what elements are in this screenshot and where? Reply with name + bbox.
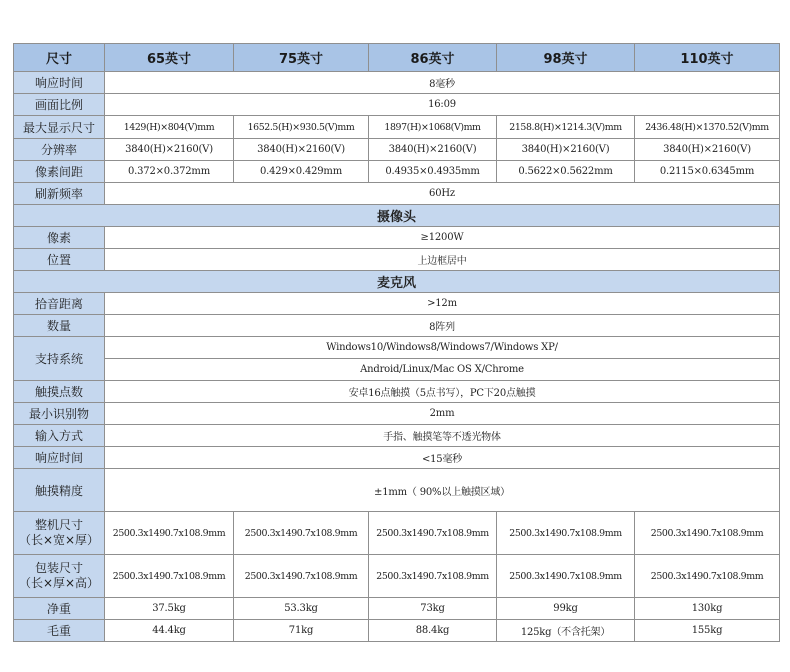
response-time-value: 8毫秒 (105, 72, 780, 94)
table-row (14, 249, 780, 271)
table-row (14, 116, 780, 139)
table-cell: 99kg (497, 598, 635, 620)
header-size-label: 尺寸 (14, 44, 105, 72)
table-cell: 53.3kg (234, 598, 369, 620)
row-label: 刷新频率 (14, 183, 105, 205)
table-cell: 130kg (635, 598, 780, 620)
row-label: 分辨率 (14, 139, 105, 161)
table-cell: 2500.3x1490.7x108.9mm (105, 512, 234, 555)
table-row (14, 337, 780, 359)
table-row (14, 227, 780, 249)
row-label: 净重 (14, 598, 105, 620)
microphone-section-title: 麦克风 (14, 271, 780, 293)
table-row (14, 403, 780, 425)
table-cell: 2158.8(H)×1214.3(V)mm (497, 116, 635, 139)
section-row (14, 271, 780, 293)
input-method-value: 手指、触摸笔等不透光物体 (105, 425, 780, 447)
table-cell: 3840(H)×2160(V) (497, 139, 635, 161)
table-row (14, 469, 780, 512)
header-65: 65英寸 (105, 44, 234, 72)
table-cell: 0.2115×0.6345mm (635, 161, 780, 183)
table-row (14, 381, 780, 403)
row-label: 像素间距 (14, 161, 105, 183)
table-row (14, 139, 780, 161)
header-75: 75英寸 (234, 44, 369, 72)
package-size-label: 包装尺寸 (34, 561, 83, 575)
table-row (14, 598, 780, 620)
row-label: 最小识别物 (14, 403, 105, 425)
table-cell: 2500.3x1490.7x108.9mm (369, 555, 497, 598)
table-cell: 2500.3x1490.7x108.9mm (234, 555, 369, 598)
table-cell: 2436.48(H)×1370.52(V)mm (635, 116, 780, 139)
table-cell: 0.5622×0.5622mm (497, 161, 635, 183)
table-cell: 0.429×0.429mm (234, 161, 369, 183)
table-row (14, 94, 780, 116)
table-row (14, 359, 780, 381)
table-cell: 125kg（不含托架） (497, 620, 635, 642)
row-label: 位置 (14, 249, 105, 271)
table-cell: 88.4kg (369, 620, 497, 642)
table-row (14, 293, 780, 315)
row-label: 最大显示尺寸 (14, 116, 105, 139)
touch-response-value: <15毫秒 (105, 447, 780, 469)
table-row (14, 315, 780, 337)
table-cell: 0.4935×0.4935mm (369, 161, 497, 183)
table-row (14, 161, 780, 183)
table-row (14, 555, 780, 598)
table-cell: 0.372×0.372mm (105, 161, 234, 183)
systems-line-2: Android/Linux/Mac OS X/Chrome (105, 359, 780, 381)
pickup-distance-value: >12m (105, 293, 780, 315)
machine-size-sublabel: （长×宽×厚） (18, 533, 100, 547)
table-cell: 37.5kg (105, 598, 234, 620)
refresh-rate-value: 60Hz (105, 183, 780, 205)
table-cell: 1652.5(H)×930.5(V)mm (234, 116, 369, 139)
row-label: 触摸点数 (14, 381, 105, 403)
camera-position-value: 上边框居中 (105, 249, 780, 271)
section-row (14, 205, 780, 227)
row-label: 触摸精度 (14, 469, 105, 512)
camera-pixels-value: ≥1200W (105, 227, 780, 249)
header-86: 86英寸 (369, 44, 497, 72)
row-label: 支持系统 (14, 337, 105, 381)
table-cell: 3840(H)×2160(V) (369, 139, 497, 161)
table-cell: 44.4kg (105, 620, 234, 642)
table-cell: 2500.3x1490.7x108.9mm (635, 555, 780, 598)
aspect-ratio-value: 16:09 (105, 94, 780, 116)
touch-points-value: 安卓16点触摸（5点书写），PC下20点触摸 (105, 381, 780, 403)
mic-count-value: 8阵列 (105, 315, 780, 337)
table-cell: 73kg (369, 598, 497, 620)
table-cell: 3840(H)×2160(V) (234, 139, 369, 161)
row-label: 像素 (14, 227, 105, 249)
row-label: 数量 (14, 315, 105, 337)
table-row (14, 620, 780, 642)
row-label: 画面比例 (14, 94, 105, 116)
systems-line-1: Windows10/Windows8/Windows7/Windows XP/ (105, 337, 780, 359)
table-row (14, 183, 780, 205)
header-row (14, 44, 780, 72)
table-row (14, 425, 780, 447)
table-cell: 1429(H)×804(V)mm (105, 116, 234, 139)
table-cell: 2500.3x1490.7x108.9mm (369, 512, 497, 555)
spec-table (13, 43, 780, 642)
touch-precision-value: ±1mm（ 90%以上触摸区域） (105, 469, 780, 512)
row-label: 拾音距离 (14, 293, 105, 315)
row-label (14, 555, 105, 598)
camera-section-title: 摄像头 (14, 205, 780, 227)
table-row (14, 447, 780, 469)
table-row (14, 72, 780, 94)
header-110: 110英寸 (635, 44, 780, 72)
package-size-sublabel: （长×厚×高） (18, 576, 100, 590)
min-object-value: 2mm (105, 403, 780, 425)
table-cell: 1897(H)×1068(V)mm (369, 116, 497, 139)
table-row (14, 512, 780, 555)
row-label: 响应时间 (14, 72, 105, 94)
row-label: 响应时间 (14, 447, 105, 469)
table-cell: 2500.3x1490.7x108.9mm (234, 512, 369, 555)
table-cell: 3840(H)×2160(V) (635, 139, 780, 161)
row-label: 毛重 (14, 620, 105, 642)
table-cell: 3840(H)×2160(V) (105, 139, 234, 161)
header-98: 98英寸 (497, 44, 635, 72)
table-cell: 2500.3x1490.7x108.9mm (635, 512, 780, 555)
row-label (14, 512, 105, 555)
table-cell: 2500.3x1490.7x108.9mm (497, 512, 635, 555)
table-cell: 2500.3x1490.7x108.9mm (497, 555, 635, 598)
table-cell: 71kg (234, 620, 369, 642)
row-label: 输入方式 (14, 425, 105, 447)
table-cell: 155kg (635, 620, 780, 642)
machine-size-label: 整机尺寸 (34, 518, 83, 532)
table-cell: 2500.3x1490.7x108.9mm (105, 555, 234, 598)
